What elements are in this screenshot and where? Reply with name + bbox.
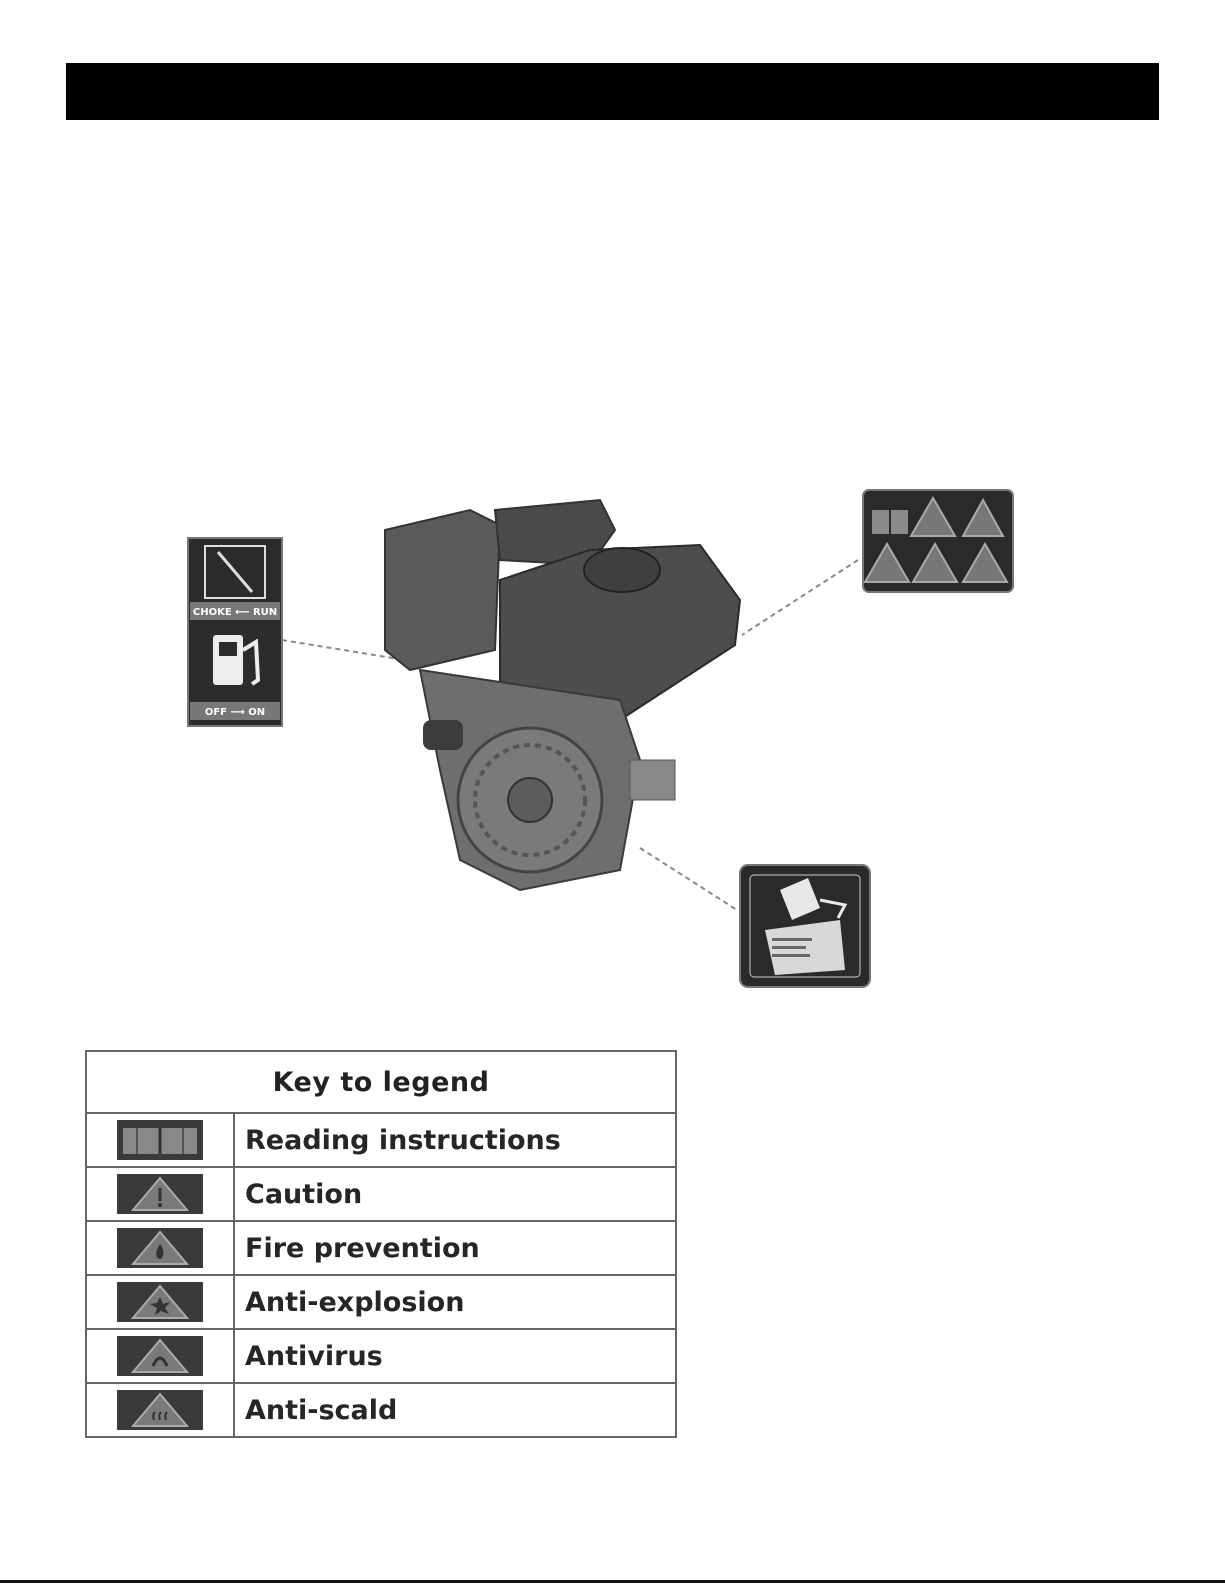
book-icon: [117, 1120, 203, 1160]
bottom-rule: [0, 1580, 1225, 1583]
legend-label: Reading instructions: [234, 1113, 676, 1167]
engine-diagram: [0, 470, 1225, 1010]
legend-label: Fire prevention: [234, 1221, 676, 1275]
legend-table: [85, 1050, 677, 1438]
explosion-triangle-icon: [117, 1282, 203, 1322]
legend-label: Anti-scald: [234, 1383, 676, 1437]
hot-surface-triangle-icon: [117, 1390, 203, 1430]
choke-label: CHOKE ⟵ RUN: [192, 607, 278, 618]
leader-line-right: [742, 560, 858, 635]
legend-row: [86, 1275, 676, 1329]
toxic-triangle-icon: [117, 1336, 203, 1376]
leader-line-bottom: [640, 848, 737, 910]
engine-illustration: [0, 470, 1225, 1010]
legend-row: [86, 1383, 676, 1437]
caution-triangle-icon: [117, 1174, 203, 1214]
legend-row: [86, 1221, 676, 1275]
choke-fuel-decal: [188, 538, 282, 726]
oil-decal: [740, 865, 870, 987]
legend-label: Caution: [234, 1167, 676, 1221]
fuel-label: OFF ⟶ ON: [204, 707, 266, 718]
warning-symbols-decal: [863, 490, 1013, 592]
header-bar: [66, 63, 1159, 120]
legend-row: [86, 1329, 676, 1383]
fire-triangle-icon: [117, 1228, 203, 1268]
legend-row: [86, 1113, 676, 1167]
engine-body: [385, 500, 740, 890]
legend-title: Key to legend: [86, 1051, 676, 1113]
legend-label: Antivirus: [234, 1329, 676, 1383]
legend-row: [86, 1167, 676, 1221]
legend-label: Anti-explosion: [234, 1275, 676, 1329]
